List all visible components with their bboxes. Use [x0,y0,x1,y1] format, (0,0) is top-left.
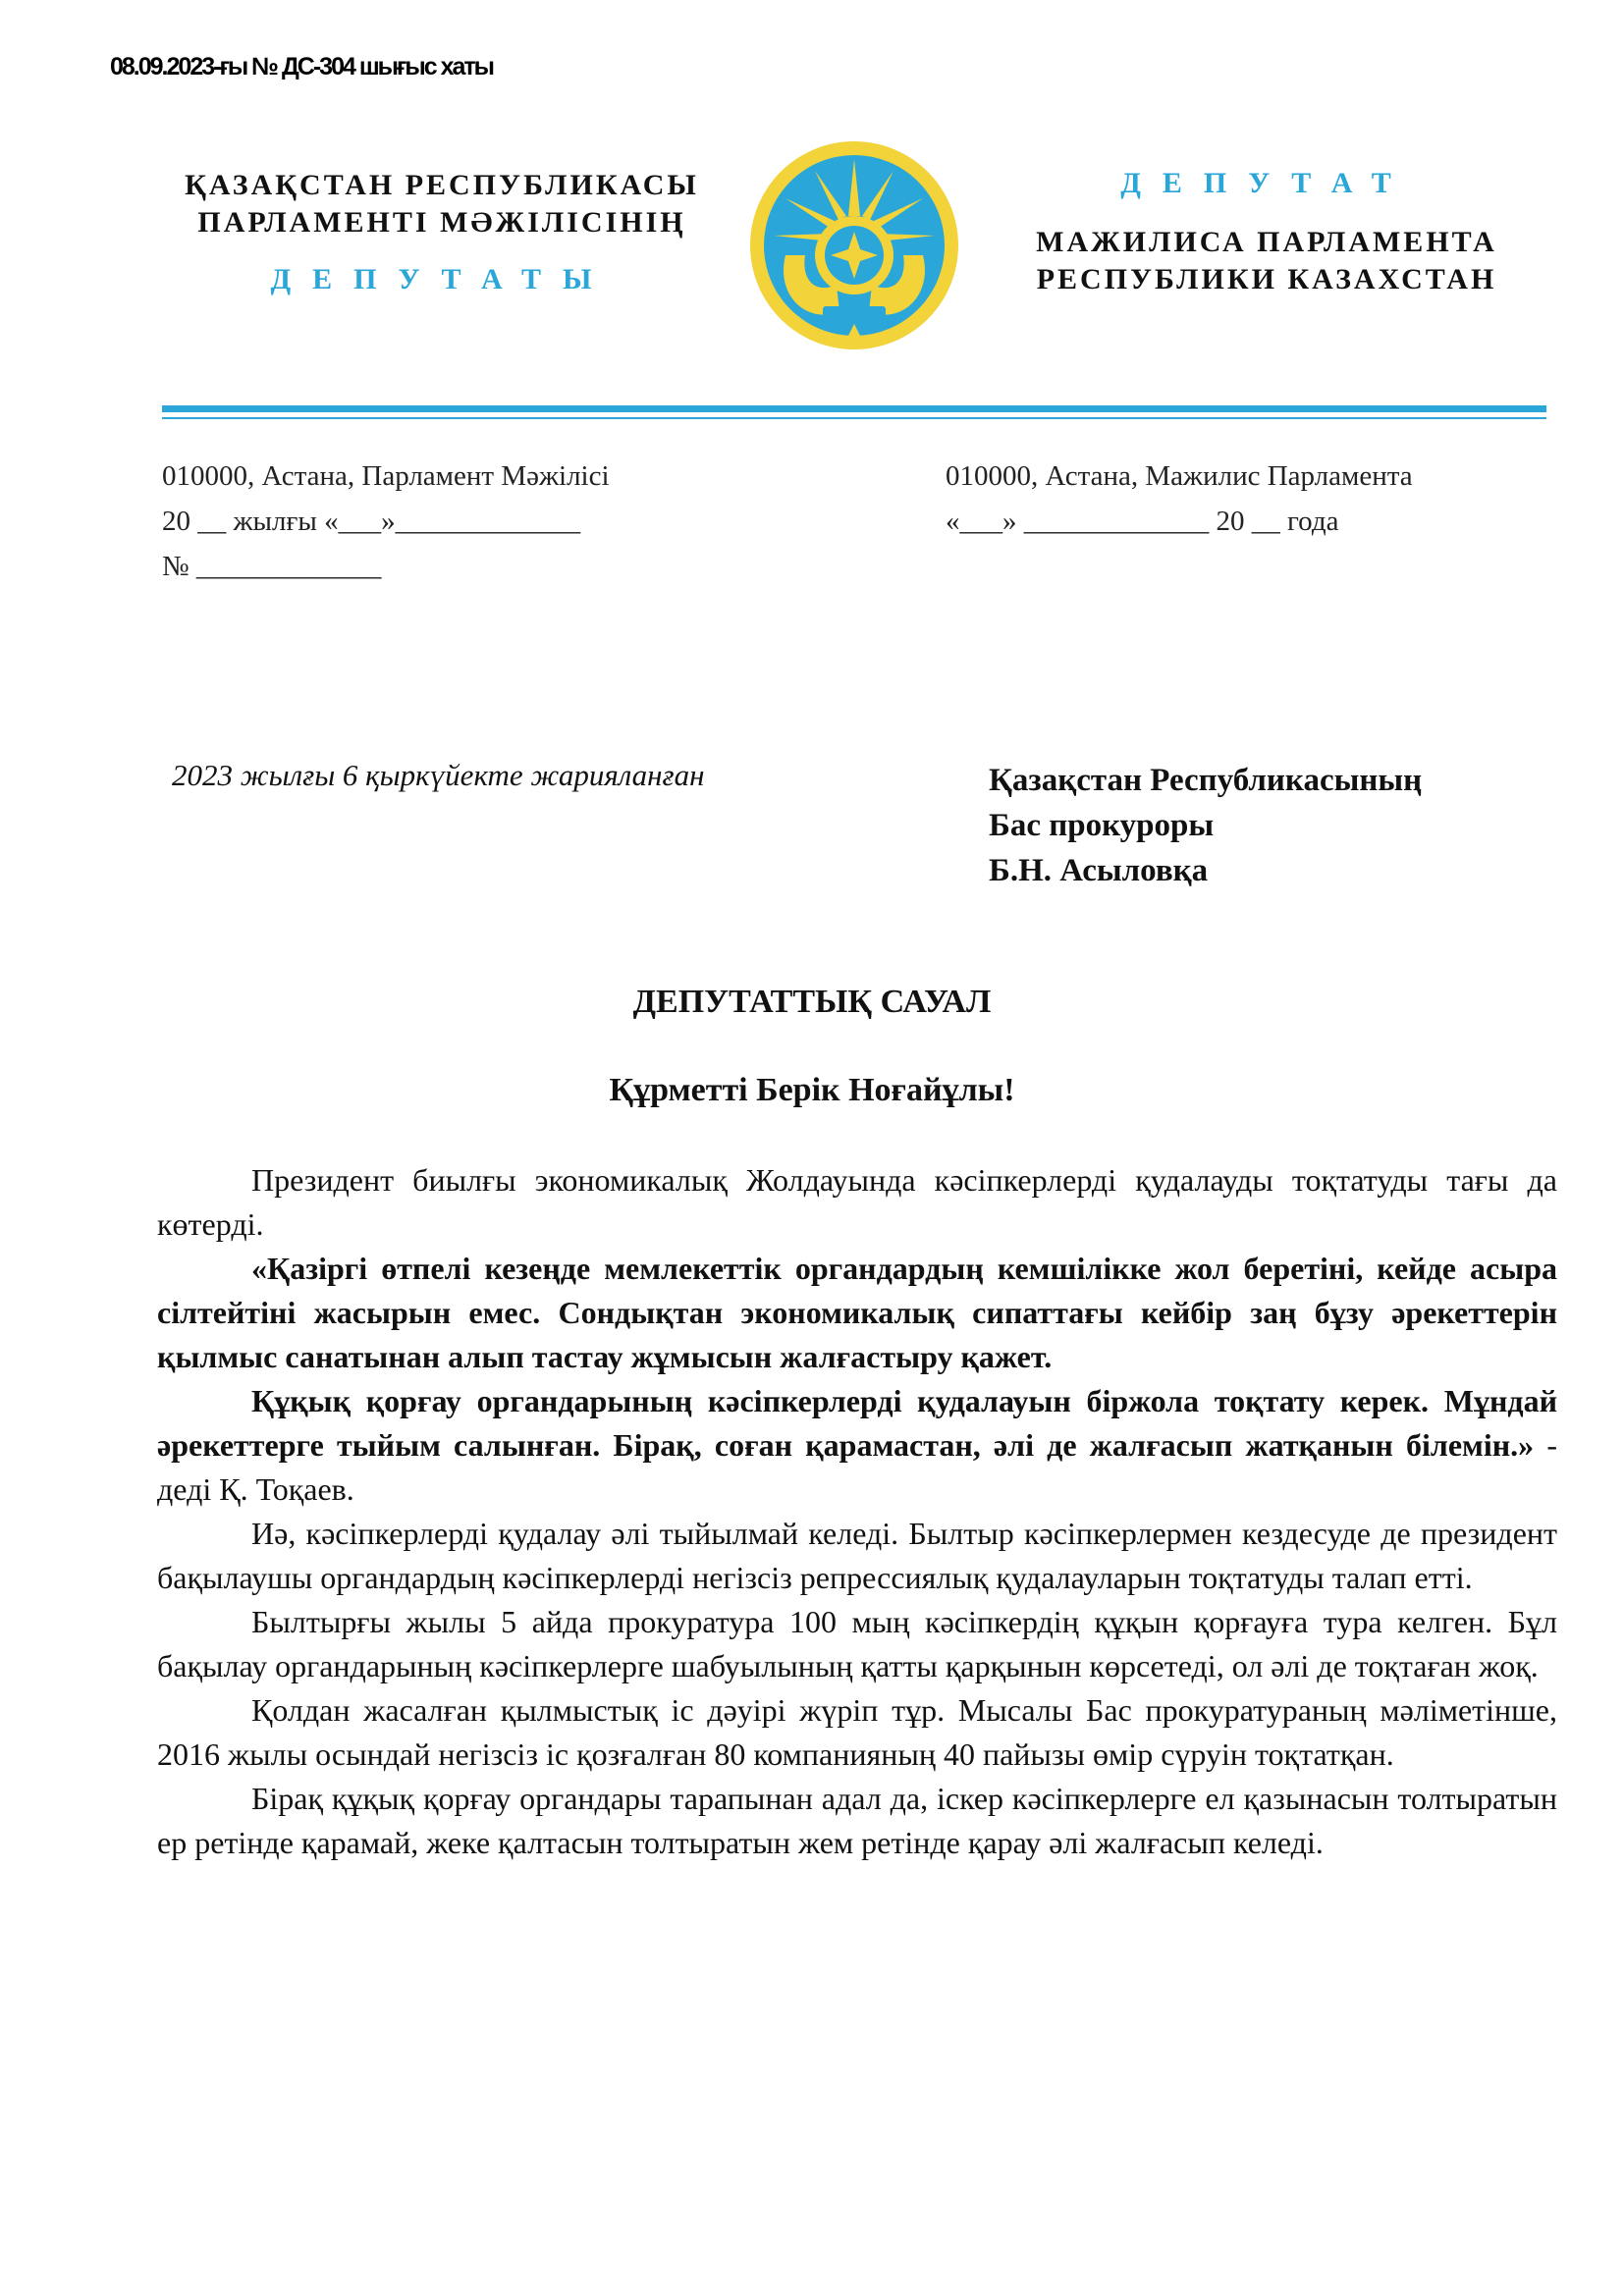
body-paragraph-2-quote: «Қазіргі өтпелі кезеңде мемлекеттік органдардың кемшілікке жол беретіні, кейде асыра сілтейтіні жасырын емес. Сондықтан экономикалық сипаттағы кейбір заң бұзу әрекеттерін қылмыс санатынан алып тастау жұмысын жалғастыру қажет. [157,1251,1557,1374]
body-paragraph-3-attribution: - деді Қ. Тоқаев. [157,1427,1558,1507]
header-russian-line1: МАЖИЛИСА ПАРЛАМЕНТА [1036,226,1497,258]
outgoing-registration-number: 08.09.2023-ғы № ДС-304 шығыс хаты [110,53,494,80]
recipient-line2: Бас прокуроры [989,808,1215,843]
body-paragraph-1: Президент биылғы экономикалық Жолдауында кәсіпкерлерді қудалауды тоқтатуды тағы да көтерді. [157,1162,1557,1242]
address-kazakh-date-line: 20 __ жылғы «___»_____________ [162,506,581,537]
publication-date: 2023 жылғы 6 қыркүйекте жарияланған [172,758,705,792]
body-paragraph-5: Былтырғы жылы 5 айда прокуратура 100 мың кәсіпкердің құқын қорғауға тура келген. Бұл бақылау органдарының кәсіпкерлерге шабуылының қатты қарқынын көрсетеді, ол әлі де тоқтаған жоқ. [157,1604,1557,1683]
address-russian-line1: 010000, Астана, Мажилис Парламента [946,460,1413,492]
body-paragraph-3-quote: Құқық қорғау органдарының кәсіпкерлерді қудалауын біржола тоқтату керек. Мұндай әрекеттерге тыйым салынған. Бірақ, соған қарамастан, әлі де жалғасып жатқанын білемін.» [157,1383,1557,1463]
address-russian-date-line: «___» _____________ 20 __ года [946,506,1339,537]
state-emblem-icon [746,137,962,353]
body-paragraph-7: Бірақ құқық қорғау органдары тарапынан адал да, іскер кәсіпкерлерге ел қазынасын толтыратын ер ретінде қарамай, жеке қалтасын толтыратын жем ретінде қарау әлі жалғасып келеді. [157,1781,1557,1860]
recipient-line1: Қазақстан Республикасының [989,763,1423,798]
address-kazakh-number-line: № _____________ [162,551,382,582]
recipient-block [989,758,1422,893]
letter-body [157,1158,1557,1865]
header-kazakh-line2: ПАРЛАМЕНТІ МӘЖІЛІСІНІҢ [197,206,686,239]
body-paragraph-4: Иә, кәсіпкерлерді қудалау әлі тыйылмай келеді. Былтыр кәсіпкерлермен кездесуде де президент бақылаушы органдардың кәсіпкерлерді негізсіз репрессиялық қудалауларын тоқтатуды талап етті. [157,1516,1557,1595]
header-divider-thick [162,405,1546,412]
header-russian [1011,167,1522,298]
document-title: ДЕПУТАТТЫҚ САУАЛ [632,984,992,1020]
salutation: Құрметті Берік Ноғайұлы! [609,1072,1015,1108]
header-kazakh-line1: ҚАЗАҚСТАН РЕСПУБЛИКАСЫ [185,169,699,201]
header-russian-deputy: ДЕПУТАТ [1120,167,1413,199]
address-kazakh [162,454,610,589]
address-kazakh-line1: 010000, Астана, Парламент Мәжілісі [162,460,610,492]
body-paragraph-6: Қолдан жасалған қылмыстық іс дәуірі жүріп тұр. Мысалы Бас прокуратураның мәліметінше, 2016 жылы осындай негізсіз іс қозғалған 80 компанияның 40 пайызы өмір сүруін тоқтатқан. [157,1692,1557,1772]
header-kazakh [167,167,717,296]
address-russian [946,454,1413,544]
recipient-line3: Б.Н. Асыловқа [989,853,1209,888]
header-divider-thin [162,417,1546,419]
header-russian-line2: РЕСПУБЛИКИ КАЗАХСТАН [1036,263,1497,295]
body-paragraph-3 [157,1379,1557,1512]
header-kazakh-deputy: ДЕПУТАТЫ [270,263,614,295]
